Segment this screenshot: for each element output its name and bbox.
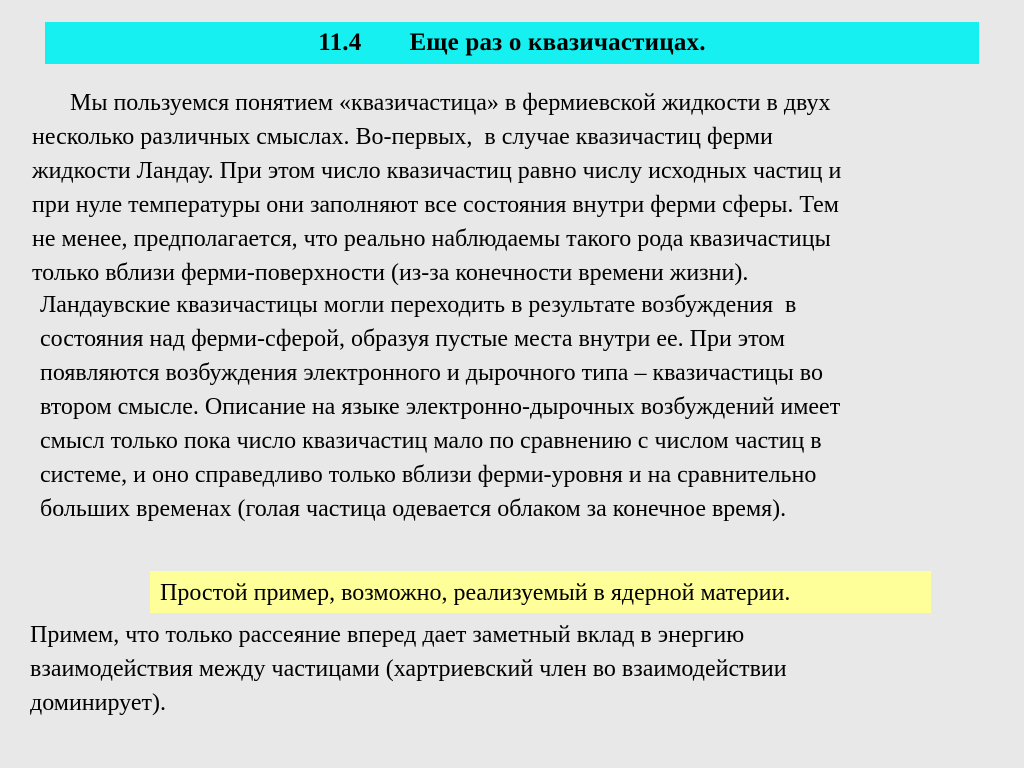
paragraph2-line: появляются возбуждения электронного и дырочного типа – квазичастицы во <box>40 360 823 386</box>
paragraph1-line: при нуле температуры они заполняют все состояния внутри ферми сферы. Тем <box>32 192 839 218</box>
paragraph2-line: втором смысле. Описание на языке электронно-дырочных возбуждений имеет <box>40 394 841 420</box>
paragraph2-line: смысл только пока число квазичастиц мало по сравнению с числом частиц в <box>40 428 822 454</box>
highlight-text: Простой пример, возможно, реализуемый в ядерной материи. <box>160 580 791 606</box>
paragraph2-line: больших временах (голая частица одевается облаком за конечное время). <box>40 496 787 522</box>
paragraph1-line: несколько различных смыслах. Во-первых, в случае квазичастиц ферми <box>32 124 773 150</box>
paragraph2-line: состояния над ферми-сферой, образуя пустые места внутри ее. При этом <box>40 326 785 352</box>
paragraph1-line: не менее, предполагается, что реально наблюдаемы такого рода квазичастицы <box>32 226 831 252</box>
paragraph3-line: взаимодействия между частицами (хартриевский член во взаимодействии <box>30 656 787 682</box>
slide-title <box>318 29 705 57</box>
paragraph2-line: Ландаувские квазичастицы могли переходить в результате возбуждения в <box>40 292 797 318</box>
paragraph3-line: доминирует). <box>30 690 166 716</box>
paragraph2-line: системе, и оно справедливо только вблизи ферми-уровня и на сравнительно <box>40 462 817 488</box>
title-bar <box>45 22 979 64</box>
paragraph3-line: Примем, что только рассеяние вперед дает заметный вклад в энергию <box>30 622 745 648</box>
paragraph1-line: жидкости Ландау. При этом число квазичастиц равно числу исходных частиц и <box>32 158 842 184</box>
section-title: Еще раз о квазичастицах. <box>409 29 706 56</box>
paragraph1-line: Мы пользуемся понятием «квазичастица» в фермиевской жидкости в двух <box>70 90 831 116</box>
paragraph1-line: только вблизи ферми-поверхности (из-за конечности времени жизни). <box>32 260 749 286</box>
section-number: 11.4 <box>318 29 362 56</box>
